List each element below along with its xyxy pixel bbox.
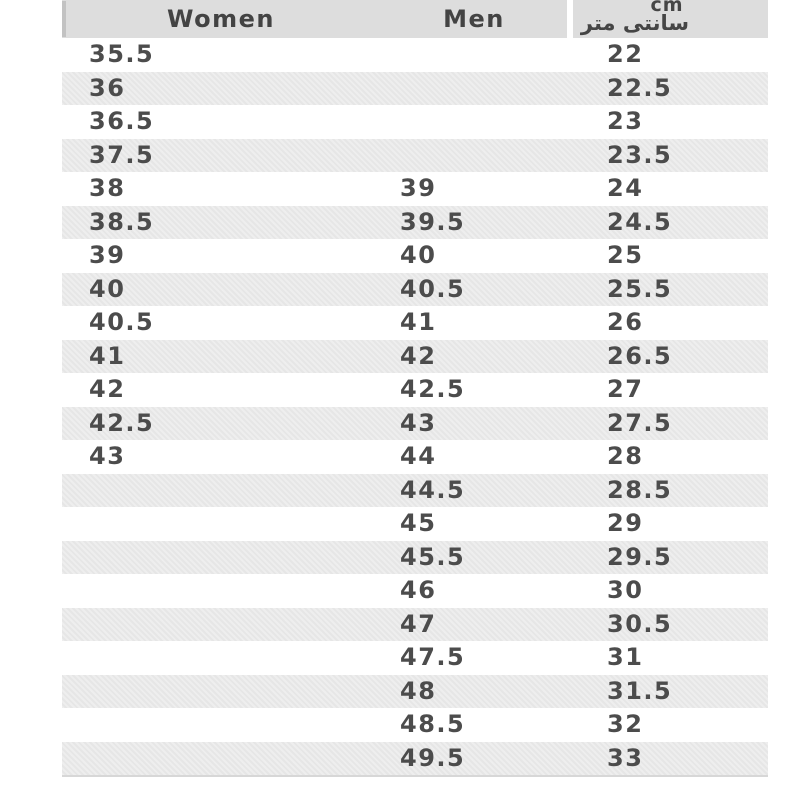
table-row	[62, 172, 768, 206]
cell-cm-length: 32	[607, 710, 644, 738]
cell-cm-length: 25.5	[607, 274, 673, 303]
cell-men-size: 45	[400, 509, 437, 537]
table-row	[62, 608, 768, 642]
header-left-accent	[62, 1, 66, 37]
table-bottom-border	[62, 775, 768, 777]
cell-cm-length: 27.5	[607, 408, 673, 437]
cell-women-size: 40.5	[89, 308, 155, 336]
table-row	[62, 139, 768, 173]
cell-women-size: 36	[89, 73, 126, 102]
cell-women-size	[62, 541, 370, 575]
cell-women-size	[62, 708, 370, 742]
cell-men-size: 47	[400, 609, 437, 638]
column-header-cm-persian: سانتی متر	[580, 11, 690, 35]
cell-women-size: 38	[89, 174, 126, 202]
table-row	[62, 641, 768, 675]
cell-women-size: 36.5	[89, 107, 155, 135]
cell-men-size	[370, 38, 560, 72]
cell-cm-length: 23.5	[607, 140, 673, 169]
cell-women-size: 41	[89, 341, 126, 370]
table-row	[62, 373, 768, 407]
cell-men-size: 46	[400, 576, 437, 604]
table-row	[62, 675, 768, 709]
cell-cm-length: 25	[607, 241, 644, 269]
shoe-size-conversion-table	[62, 0, 768, 777]
cell-cm-length: 26.5	[607, 341, 673, 370]
cell-cm-length: 31	[607, 643, 644, 671]
cell-men-size: 41	[400, 308, 437, 336]
table-row	[62, 72, 768, 106]
cell-cm-length: 30	[607, 576, 644, 604]
cell-men-size: 40.5	[400, 274, 466, 303]
cell-women-size: 42	[89, 375, 126, 403]
cell-men-size: 42	[400, 341, 437, 370]
table-row	[62, 105, 768, 139]
cell-men-size: 42.5	[400, 375, 466, 403]
cell-women-size	[62, 507, 370, 541]
cell-cm-length: 24	[607, 174, 644, 202]
cell-cm-length: 26	[607, 308, 644, 336]
cell-cm-length: 33	[607, 743, 644, 772]
cell-cm-length: 23	[607, 107, 644, 135]
cell-men-size: 45.5	[400, 542, 466, 571]
column-header-cm-english: cm	[650, 0, 684, 16]
cell-men-size: 47.5	[400, 643, 466, 671]
table-rows	[62, 38, 768, 775]
cell-cm-length: 29	[607, 509, 644, 537]
header-cell-cm	[573, 0, 768, 38]
table-row	[62, 440, 768, 474]
cell-women-size	[62, 641, 370, 675]
cell-women-size: 40	[89, 274, 126, 303]
cell-cm-length: 24.5	[607, 207, 673, 236]
table-row	[62, 206, 768, 240]
cell-men-size: 39	[400, 174, 437, 202]
cell-cm-length: 29.5	[607, 542, 673, 571]
cell-women-size	[62, 675, 370, 709]
cell-women-size	[62, 608, 370, 642]
table-row	[62, 708, 768, 742]
cell-cm-length: 22.5	[607, 73, 673, 102]
cell-women-size: 39	[89, 241, 126, 269]
cell-men-size: 48	[400, 676, 437, 705]
cell-cm-length: 28	[607, 442, 644, 470]
table-header-row	[62, 0, 768, 38]
table-row	[62, 541, 768, 575]
cell-cm-length: 31.5	[607, 676, 673, 705]
cell-men-size: 39.5	[400, 207, 466, 236]
cell-women-size	[62, 474, 370, 508]
cell-men-size	[370, 105, 560, 139]
cell-women-size: 37.5	[89, 140, 155, 169]
table-row	[62, 38, 768, 72]
cell-men-size: 40	[400, 241, 437, 269]
cell-cm-length: 22	[607, 40, 644, 68]
column-header-men: Men	[443, 5, 505, 33]
cell-women-size: 43	[89, 442, 126, 470]
column-header-women: Women	[167, 5, 275, 33]
cell-women-size: 42.5	[89, 408, 155, 437]
table-row	[62, 574, 768, 608]
table-row	[62, 239, 768, 273]
table-row	[62, 474, 768, 508]
cell-men-size: 49.5	[400, 743, 466, 772]
table-row	[62, 306, 768, 340]
table-row	[62, 273, 768, 307]
cell-men-size: 44	[400, 442, 437, 470]
cell-women-size: 38.5	[89, 207, 155, 236]
cell-men-size	[370, 72, 560, 106]
cell-men-size: 48.5	[400, 710, 466, 738]
cell-women-size	[62, 574, 370, 608]
cell-cm-length: 30.5	[607, 609, 673, 638]
table-row	[62, 742, 768, 776]
cell-men-size: 43	[400, 408, 437, 437]
cell-cm-length: 27	[607, 375, 644, 403]
cell-men-size	[370, 139, 560, 173]
cell-women-size: 35.5	[89, 40, 155, 68]
cell-women-size	[62, 742, 370, 776]
header-cell-women-men	[62, 0, 567, 38]
table-row	[62, 407, 768, 441]
cell-men-size: 44.5	[400, 475, 466, 504]
table-row	[62, 507, 768, 541]
table-row	[62, 340, 768, 374]
cell-cm-length: 28.5	[607, 475, 673, 504]
